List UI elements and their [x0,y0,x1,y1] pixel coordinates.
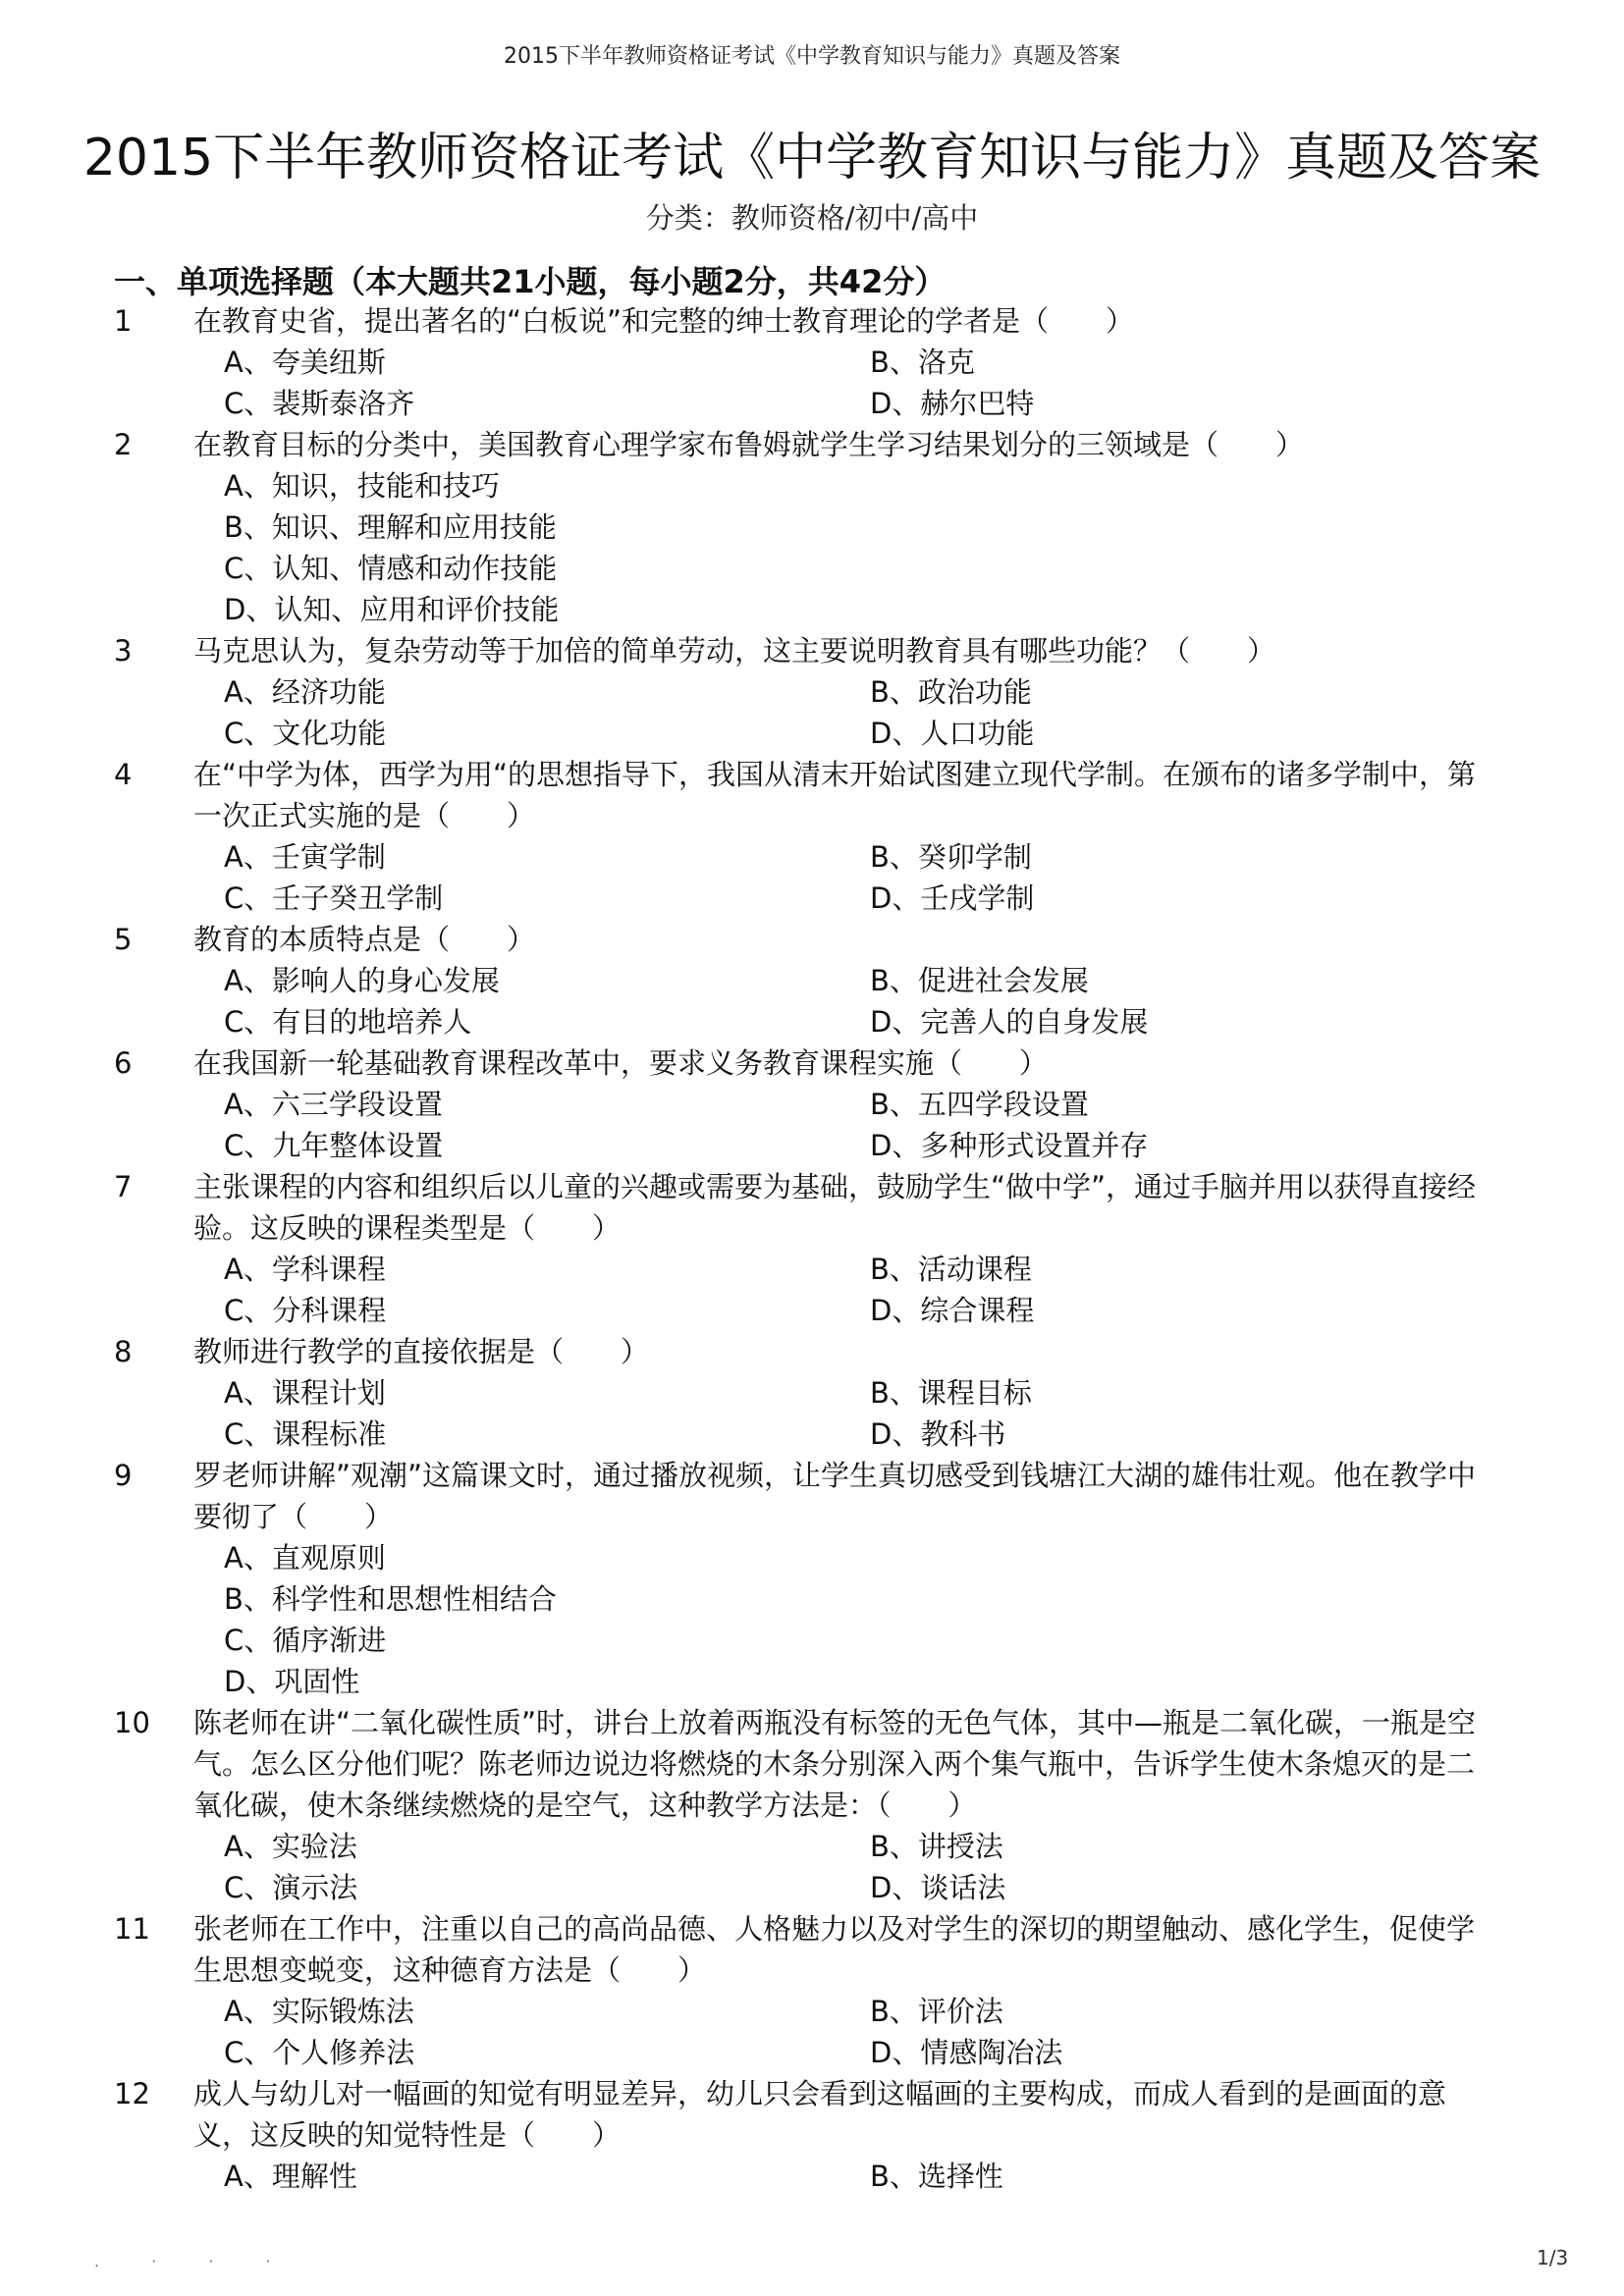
answer-option: B、评价法 [870,1995,1003,2028]
answer-option: B、科学性和思想性相结合 [224,1582,557,1616]
question-item [0,1331,1624,1455]
option-list [0,836,1624,919]
answer-option: D、完善人的自身发展 [870,1005,1149,1039]
question-item [0,754,1624,919]
answer-option: C、个人修养法 [224,2036,415,2069]
answer-option: C、九年整体设置 [224,1129,444,1162]
answer-option: C、裴斯泰洛齐 [224,387,415,420]
answer-option: D、人口功能 [870,717,1035,750]
page-number: 1/3 [1537,2246,1569,2269]
answer-option: D、赫尔巴特 [870,387,1035,420]
answer-option: C、课程标准 [224,1417,387,1451]
running-header: 2015下半年教师资格证考试《中学教育知识与能力》真题及答案 [504,44,1120,69]
question-text: 马克思认为，复杂劳动等于加倍的简单劳动，这主要说明教育具有哪些功能？（ ） [193,634,1276,667]
answer-option: B、癸卯学制 [870,840,1032,874]
answer-option: A、夸美纽斯 [224,346,386,379]
option-list [0,1084,1624,1166]
question-item [0,2073,1624,2197]
answer-option: A、理解性 [224,2160,357,2193]
question-text: 陈老师在讲“二氧化碳性质”时，讲台上放着两瓶没有标签的无色气体，其中—瓶是二氧化碳，一瓶是空气。怎么区分他们呢？陈老师边说边将燃烧的木条分别深入两个集气瓶中，告诉学生使木条熄灭的是二氧化碳，使木条继续燃烧的是空气，这种教学方法是：（ ） [193,1706,1477,1822]
option-list [0,1372,1624,1455]
answer-option: C、认知、情感和动作技能 [224,552,558,585]
question-item [0,1908,1624,2073]
question-number: 10 [114,1706,150,1739]
answer-option: B、促进社会发展 [870,964,1089,997]
option-list [0,465,1624,630]
answer-option: D、谈话法 [870,1871,1006,1904]
answer-option: B、选择性 [870,2160,1003,2193]
question-text: 在教育史省，提出著名的“白板说”和完整的绅士教育理论的学者是（ ） [193,304,1135,338]
question-list [0,300,1624,2197]
answer-option: D、综合课程 [870,1294,1035,1327]
footer-artifact: . · · · [94,2252,295,2270]
question-item [0,1042,1624,1166]
answer-option: D、多种形式设置并存 [870,1129,1149,1162]
question-number: 6 [114,1046,133,1080]
answer-option: B、知识、理解和应用技能 [224,510,557,544]
section-heading: 一、单项选择题（本大题共21小题，每小题2分，共42分） [114,263,947,300]
answer-option: D、壬戌学制 [870,881,1035,915]
question-text: 在教育目标的分类中，美国教育心理学家布鲁姆就学生学习结果划分的三领域是（ ） [193,428,1305,461]
option-list [0,1826,1624,1908]
answer-option: B、讲授法 [870,1830,1003,1863]
question-number: 7 [114,1170,133,1203]
question-item [0,630,1624,754]
answer-option: A、课程计划 [224,1376,386,1410]
answer-option: C、有目的地培养人 [224,1005,472,1039]
answer-option: C、壬子癸丑学制 [224,881,444,915]
question-text: 主张课程的内容和组织后以儿童的兴趣或需要为基础，鼓励学生“做中学”，通过手脑并用以获得直接经验。这反映的课程类型是（ ） [193,1170,1477,1245]
answer-option: C、文化功能 [224,717,387,750]
answer-option: B、活动课程 [870,1253,1032,1286]
answer-option: A、知识，技能和技巧 [224,469,500,503]
answer-option: B、五四学段设置 [870,1088,1089,1121]
question-number: 2 [114,428,133,461]
answer-option: D、认知、应用和评价技能 [224,593,560,626]
answer-option: D、教科书 [870,1417,1006,1451]
question-number: 11 [114,1912,150,1946]
document-title: 2015下半年教师资格证考试《中学教育知识与能力》真题及答案 [82,129,1542,187]
answer-option: B、洛克 [870,346,975,379]
question-number: 1 [114,304,133,338]
answer-option: A、六三学段设置 [224,1088,443,1121]
option-list [0,1537,1624,1702]
question-number: 9 [114,1459,133,1492]
question-item [0,300,1624,424]
answer-option: B、政治功能 [870,675,1032,709]
answer-option: A、壬寅学制 [224,840,386,874]
answer-option: A、实际锻炼法 [224,1995,414,2028]
answer-option: C、分科课程 [224,1294,387,1327]
option-list [0,2156,1624,2197]
question-item [0,1166,1624,1331]
question-item [0,1702,1624,1908]
question-text: 在“中学为体，西学为用“的思想指导下，我国从清末开始试图建立现代学制。在颁布的诸多学制中，第一次正式实施的是（ ） [193,758,1477,832]
option-list [0,671,1624,754]
question-number: 5 [114,923,133,956]
question-text: 张老师在工作中，注重以自己的高尚品德、人格魅力以及对学生的深切的期望触动、感化学生，促使学生思想变蜕变，这种德育方法是（ ） [193,1912,1476,1987]
option-list [0,1991,1624,2073]
document-category: 分类：教师资格/初中/高中 [645,201,979,235]
answer-option: C、循序渐进 [224,1624,387,1657]
answer-option: A、直观原则 [224,1541,386,1575]
question-item [0,919,1624,1042]
question-text: 教师进行教学的直接依据是（ ） [193,1335,650,1368]
answer-option: A、学科课程 [224,1253,386,1286]
question-number: 12 [114,2077,150,2110]
question-number: 8 [114,1335,133,1368]
question-text: 罗老师讲解”观潮”这篇课文时，通过播放视频，让学生真切感受到钱塘江大湖的雄伟壮观。他在教学中要彻了（ ） [193,1459,1477,1533]
answer-option: B、课程目标 [870,1376,1032,1410]
answer-option: A、实验法 [224,1830,357,1863]
question-item [0,1455,1624,1702]
answer-option: C、演示法 [224,1871,358,1904]
question-text: 教育的本质特点是（ ） [193,923,536,956]
answer-option: A、经济功能 [224,675,386,709]
question-number: 4 [114,758,133,791]
question-text: 在我国新一轮基础教育课程改革中，要求义务教育课程实施（ ） [193,1046,1049,1080]
answer-option: A、影响人的身心发展 [224,964,500,997]
option-list [0,960,1624,1042]
question-item [0,424,1624,630]
option-list [0,1249,1624,1331]
option-list [0,342,1624,424]
answer-option: D、巩固性 [224,1665,360,1698]
question-text: 成人与幼儿对一幅画的知觉有明显差异，幼儿只会看到这幅画的主要构成，而成人看到的是画面的意义，这反映的知觉特性是（ ） [193,2077,1447,2152]
answer-option: D、情感陶冶法 [870,2036,1063,2069]
question-number: 3 [114,634,133,667]
